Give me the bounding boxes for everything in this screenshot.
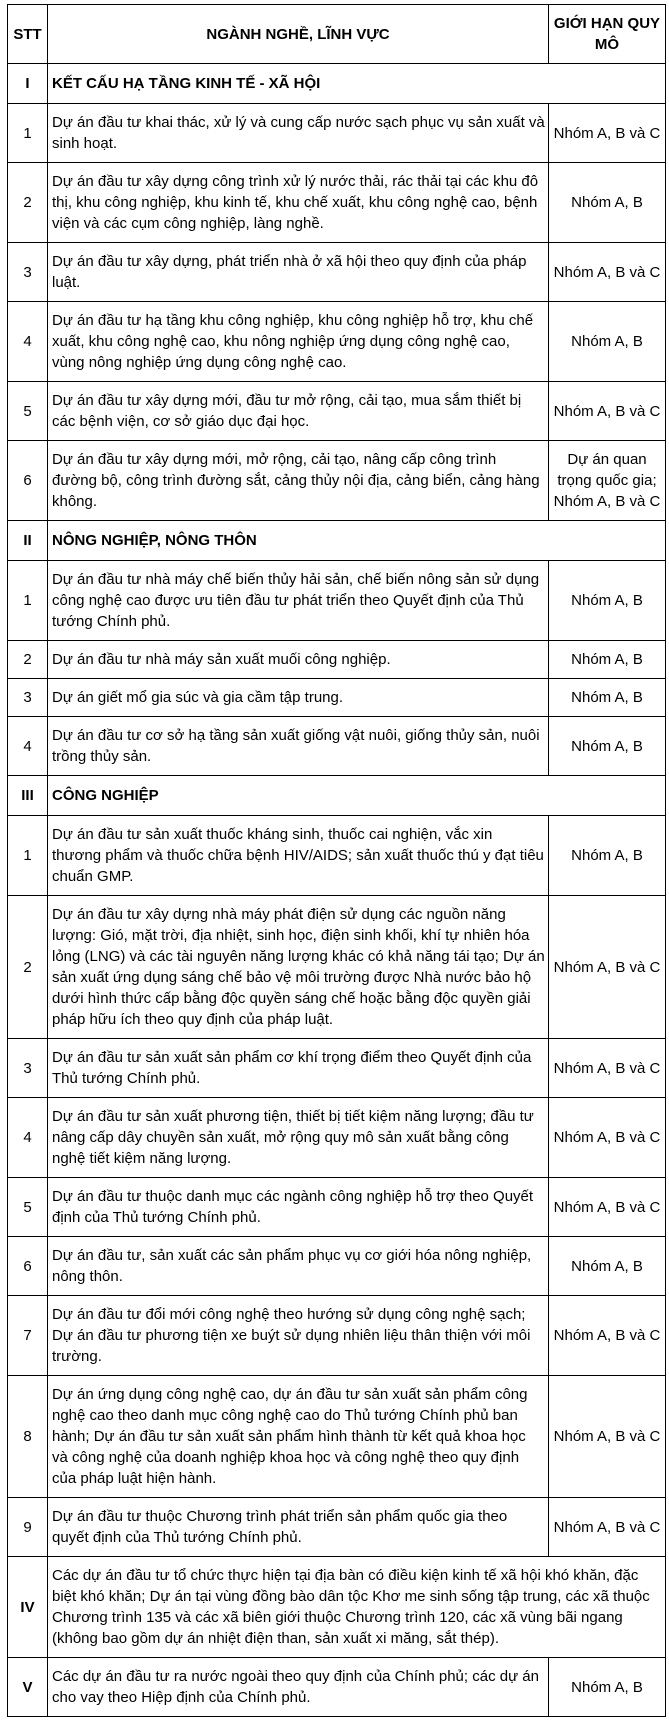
- table-row: [8, 382, 666, 441]
- row-number: 1: [8, 104, 48, 163]
- table-row: [8, 717, 666, 776]
- row-description: Dự án đầu tư nhà máy sản xuất muối công nghiệp.: [48, 641, 549, 679]
- row-number: 6: [8, 441, 48, 521]
- section-row-V: [8, 1658, 666, 1717]
- row-description: Dự án đầu tư sản xuất phương tiện, thiết bị tiết kiệm năng lượng; đầu tư nâng cấp dây chuyền sản xuất, mở rộng quy mô sản xuất bằng công nghệ tiết kiệm năng lượng.: [48, 1098, 549, 1178]
- row-number: 7: [8, 1296, 48, 1376]
- row-number: 2: [8, 896, 48, 1039]
- row-number: 4: [8, 717, 48, 776]
- table-row: [8, 104, 666, 163]
- header-stt: STT: [8, 5, 48, 64]
- table-row: [8, 1178, 666, 1237]
- row-limit: Nhóm A, B: [549, 679, 666, 717]
- row-number: 5: [8, 382, 48, 441]
- row-limit: Nhóm A, B: [549, 163, 666, 243]
- row-description: Dự án đầu tư thuộc Chương trình phát triển sản phẩm quốc gia theo quyết định của Thủ tướng Chính phủ.: [48, 1498, 549, 1557]
- row-number: 9: [8, 1498, 48, 1557]
- row-description: Dự án đầu tư sản xuất sản phẩm cơ khí trọng điểm theo Quyết định của Thủ tướng Chính phủ.: [48, 1039, 549, 1098]
- table-row: [8, 243, 666, 302]
- section-row-II: [8, 521, 666, 561]
- row-description: Dự án đầu tư xây dựng công trình xử lý nước thải, rác thải tại các khu đô thị, khu công nghiệp, khu kinh tế, khu chế xuất, khu công nghệ cao, bệnh viện và các cụm công nghiệp, làng nghề.: [48, 163, 549, 243]
- header-gioi-han-quy-mo: GIỚI HẠN QUY MÔ: [549, 5, 666, 64]
- row-description: Dự án đầu tư, sản xuất các sản phẩm phục vụ cơ giới hóa nông nghiệp, nông thôn.: [48, 1237, 549, 1296]
- table-row: [8, 641, 666, 679]
- section-title: CÔNG NGHIỆP: [48, 776, 666, 816]
- row-description: Dự án đầu tư sản xuất thuốc kháng sinh, thuốc cai nghiện, vắc xin thương phẩm và thuốc chữa bệnh HIV/AIDS; sản xuất thuốc thú y đạt tiêu chuẩn GMP.: [48, 816, 549, 896]
- table-row: [8, 1498, 666, 1557]
- row-description: Dự án đầu tư xây dựng mới, mở rộng, cải tạo, nâng cấp công trình đường bộ, công trình đường sắt, cảng thủy nội địa, cảng biển, cảng hàng không.: [48, 441, 549, 521]
- section-row-I: [8, 64, 666, 104]
- row-number: 6: [8, 1237, 48, 1296]
- table-row: [8, 1376, 666, 1498]
- investment-sector-table: [7, 4, 666, 1717]
- section-row-IV: [8, 1557, 666, 1658]
- table-row: [8, 679, 666, 717]
- table-row: [8, 561, 666, 641]
- table-row: [8, 1296, 666, 1376]
- row-description: Các dự án đầu tư ra nước ngoài theo quy định của Chính phủ; các dự án cho vay theo Hiệp định của Chính phủ.: [48, 1658, 549, 1717]
- row-number: 2: [8, 163, 48, 243]
- row-limit: Nhóm A, B: [549, 302, 666, 382]
- table-row: [8, 1237, 666, 1296]
- row-number: 1: [8, 816, 48, 896]
- row-limit: Nhóm A, B và C: [549, 896, 666, 1039]
- header-nganh-nghe: NGÀNH NGHỀ, LĨNH VỰC: [48, 5, 549, 64]
- row-limit: Nhóm A, B: [549, 816, 666, 896]
- row-limit: Nhóm A, B và C: [549, 1498, 666, 1557]
- row-limit: Nhóm A, B: [549, 1237, 666, 1296]
- table-row: [8, 1039, 666, 1098]
- table-row: [8, 163, 666, 243]
- section-number: V: [8, 1658, 48, 1717]
- table-row: [8, 896, 666, 1039]
- row-description: Dự án đầu tư xây dựng, phát triển nhà ở xã hội theo quy định của pháp luật.: [48, 243, 549, 302]
- row-limit: Nhóm A, B: [549, 1658, 666, 1717]
- row-limit: Dự án quan trọng quốc gia; Nhóm A, B và C: [549, 441, 666, 521]
- row-description: Dự án giết mổ gia súc và gia cầm tập trung.: [48, 679, 549, 717]
- row-number: 3: [8, 243, 48, 302]
- row-limit: Nhóm A, B và C: [549, 1098, 666, 1178]
- row-description: Dự án đầu tư nhà máy chế biến thủy hải sản, chế biến nông sản sử dụng công nghệ cao được ưu tiên đầu tư phát triển theo Quyết định của Thủ tướng Chính phủ.: [48, 561, 549, 641]
- row-description: Dự án đầu tư khai thác, xử lý và cung cấp nước sạch phục vụ sản xuất và sinh hoạt.: [48, 104, 549, 163]
- row-limit: Nhóm A, B và C: [549, 1178, 666, 1237]
- table-row: [8, 1098, 666, 1178]
- row-limit: Nhóm A, B và C: [549, 243, 666, 302]
- row-limit: Nhóm A, B và C: [549, 382, 666, 441]
- table-header-row: [8, 5, 666, 64]
- row-description: Dự án đầu tư hạ tầng khu công nghiệp, khu công nghiệp hỗ trợ, khu chế xuất, khu công nghệ cao, khu nông nghiệp ứng dụng công nghệ cao, vùng nông nghiệp ứng dụng công nghệ cao.: [48, 302, 549, 382]
- row-description: Dự án ứng dụng công nghệ cao, dự án đầu tư sản xuất sản phẩm công nghệ cao theo danh mục công nghệ cao do Thủ tướng Chính phủ ban hành; Dự án đầu tư sản xuất sản phẩm hình thành từ kết quả khoa học và công nghệ của doanh nghiệp khoa học và công nghệ theo quy định của pháp luật hiện hành.: [48, 1376, 549, 1498]
- section-number: II: [8, 521, 48, 561]
- row-number: 5: [8, 1178, 48, 1237]
- section-title: KẾT CẤU HẠ TẦNG KINH TẾ - XÃ HỘI: [48, 64, 666, 104]
- row-number: 4: [8, 302, 48, 382]
- row-description: Dự án đầu tư đổi mới công nghệ theo hướng sử dụng công nghệ sạch; Dự án đầu tư phương tiện xe buýt sử dụng nhiên liệu thân thiện với môi trường.: [48, 1296, 549, 1376]
- section-number: IV: [8, 1557, 48, 1658]
- row-description: Dự án đầu tư thuộc danh mục các ngành công nghiệp hỗ trợ theo Quyết định của Thủ tướng Chính phủ.: [48, 1178, 549, 1237]
- row-limit: Nhóm A, B và C: [549, 1296, 666, 1376]
- row-number: 8: [8, 1376, 48, 1498]
- row-description: Dự án đầu tư xây dựng nhà máy phát điện sử dụng các nguồn năng lượng: Gió, mặt trời, địa nhiệt, sinh học, điện sinh khối, khí tự nhiên hóa lỏng (LNG) và các tài nguyên năng lượng khác có khả năng tái tạo; Dự án sản xuất ứng dụng sáng chế bảo vệ môi trường được Nhà nước bảo hộ dưới hình thức cấp bằng độc quyền sáng chế hoặc bằng độc quyền giải pháp hữu ích theo quy định của pháp luật.: [48, 896, 549, 1039]
- row-number: 2: [8, 641, 48, 679]
- row-description: Dự án đầu tư xây dựng mới, đầu tư mở rộng, cải tạo, mua sắm thiết bị các bệnh viện, cơ sở giáo dục đại học.: [48, 382, 549, 441]
- table-row: [8, 441, 666, 521]
- row-number: 4: [8, 1098, 48, 1178]
- row-limit: Nhóm A, B và C: [549, 1376, 666, 1498]
- row-limit: Nhóm A, B và C: [549, 104, 666, 163]
- table-row: [8, 816, 666, 896]
- row-limit: Nhóm A, B và C: [549, 1039, 666, 1098]
- row-number: 3: [8, 1039, 48, 1098]
- row-description: Các dự án đầu tư tổ chức thực hiện tại địa bàn có điều kiện kinh tế xã hội khó khăn, đặc biệt khó khăn; Dự án tại vùng đồng bào dân tộc Khơ me sinh sống tập trung, các xã thuộc Chương trình 135 và các xã biên giới thuộc Chương trình 120, các xã vùng bãi ngang (không bao gồm dự án nhiệt điện than, sản xuất xi măng, sắt thép).: [48, 1557, 666, 1658]
- row-limit: Nhóm A, B: [549, 561, 666, 641]
- section-row-III: [8, 776, 666, 816]
- section-number: III: [8, 776, 48, 816]
- row-number: 3: [8, 679, 48, 717]
- row-number: 1: [8, 561, 48, 641]
- row-limit: Nhóm A, B: [549, 641, 666, 679]
- section-title: NÔNG NGHIỆP, NÔNG THÔN: [48, 521, 666, 561]
- section-number: I: [8, 64, 48, 104]
- table-row: [8, 302, 666, 382]
- row-description: Dự án đầu tư cơ sở hạ tầng sản xuất giống vật nuôi, giống thủy sản, nuôi trồng thủy sản.: [48, 717, 549, 776]
- row-limit: Nhóm A, B: [549, 717, 666, 776]
